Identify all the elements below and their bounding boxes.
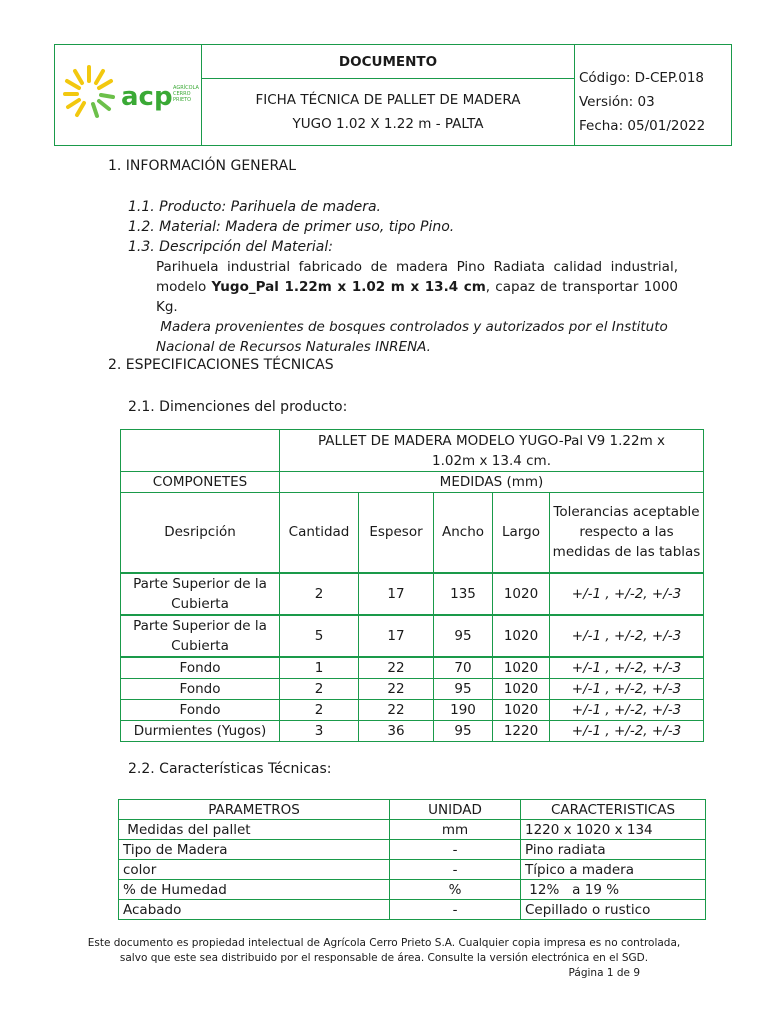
item-1-3: 1.3. Descripción del Material: <box>128 239 333 255</box>
document-header <box>54 44 732 146</box>
item-1-1: 1.1. Producto: Parihuela de madera. <box>128 199 382 215</box>
subsection-2-1: 2.1. Dimenciones del producto: <box>128 399 348 415</box>
table-header-row <box>119 800 706 820</box>
characteristics-table <box>118 799 706 920</box>
col-desc-header: Desripción <box>121 493 280 573</box>
table-row: Fondo 1 22 70 1020 +/-1 , +/-2, +/-3 <box>121 657 704 679</box>
section2-title: 2. ESPECIFICACIONES TÉCNICAS <box>108 357 334 373</box>
table-row: Parte Superior de la Cubierta 2 17 135 1020 +/-1 , +/-2, +/-3 <box>121 573 704 615</box>
col-cant-header: Cantidad <box>280 493 359 573</box>
dimensions-table <box>120 429 704 742</box>
page-footer <box>40 936 728 981</box>
table-row: Acabado - Cepillado o rustico <box>119 900 706 920</box>
page-number: Página 1 de 9 <box>568 967 640 979</box>
param-header: PARAMETROS <box>119 800 390 820</box>
model-name: Yugo_Pal 1.22m x 1.02 m x 13.4 cm <box>211 279 486 295</box>
doc-meta <box>575 45 732 146</box>
table-row: Parte Superior de la Cubierta 5 17 95 1020 +/-1 , +/-2, +/-3 <box>121 615 704 657</box>
table-row: Fondo 2 22 95 1020 +/-1 , +/-2, +/-3 <box>121 678 704 699</box>
svg-text:PRIETO: PRIETO <box>173 97 192 103</box>
table-row: Fondo 2 22 190 1020 +/-1 , +/-2, +/-3 <box>121 699 704 720</box>
doc-code: Código: D-CEP.018 <box>579 70 704 86</box>
logo-cell <box>55 45 202 146</box>
material-description: Parihuela industrial fabricado de madera Pino Radiata calidad industrial, modelo Yugo_Pal 1.22m x 1.02 m x 13.4 cm, capaz de transportar 1000 Kg. Madera provenientes de bosques controlados y autorizados por el Instituto Nacional de Recursos Naturales INRENA. <box>156 259 679 355</box>
componentes-header: COMPONETES <box>121 472 280 493</box>
col-esp-header: Espesor <box>359 493 434 573</box>
medidas-header: MEDIDAS (mm) <box>280 472 704 493</box>
doc-date: Fecha: 05/01/2022 <box>579 118 706 134</box>
doc-version: Versión: 03 <box>579 94 655 110</box>
table-row: Medidas del pallet mm 1220 x 1020 x 134 <box>119 820 706 840</box>
doc-title: FICHA TÉCNICA DE PALLET DE MADERA YUGO 1.02 X 1.22 m - PALTA <box>202 79 575 146</box>
subsection-2-2: 2.2. Características Técnicas: <box>128 761 332 777</box>
dims-table-title: PALLET DE MADERA MODELO YUGO-Pal V9 1.22m x 1.02m x 13.4 cm. <box>280 430 704 472</box>
sun-icon <box>65 67 113 116</box>
logo-brand: acp <box>121 82 173 112</box>
footer-notice-1: Este documento es propiedad intelectual de Agrícola Cerro Prieto S.A. Cualquier copia impresa es no controlada, <box>87 937 681 949</box>
footer-notice-2: salvo que este sea distribuido por el responsable de área. Consulte la versión electrónica en el SGD. <box>119 952 649 964</box>
col-ancho-header: Ancho <box>434 493 493 573</box>
table-row: color - Típico a madera <box>119 860 706 880</box>
item-1-2: 1.2. Material: Madera de primer uso, tipo Pino. <box>128 219 455 235</box>
doc-label: DOCUMENTO <box>202 45 575 79</box>
table-row: Tipo de Madera - Pino radiata <box>119 840 706 860</box>
unidad-header: UNIDAD <box>390 800 521 820</box>
caract-header: CARACTERISTICAS <box>521 800 706 820</box>
svg-text:CERRO: CERRO <box>173 91 191 97</box>
table-row: Durmientes (Yugos) 3 36 95 1220 +/-1 , +/-2, +/-3 <box>121 720 704 741</box>
col-tol-header: Tolerancias aceptable respecto a las medidas de las tablas <box>550 493 704 573</box>
table-row: % de Humedad % 12% a 19 % <box>119 880 706 900</box>
svg-text:AGRÍCOLA: AGRÍCOLA <box>173 85 199 91</box>
col-largo-header: Largo <box>493 493 550 573</box>
section1-title: 1. INFORMACIÓN GENERAL <box>108 158 297 174</box>
acp-logo <box>55 45 201 141</box>
